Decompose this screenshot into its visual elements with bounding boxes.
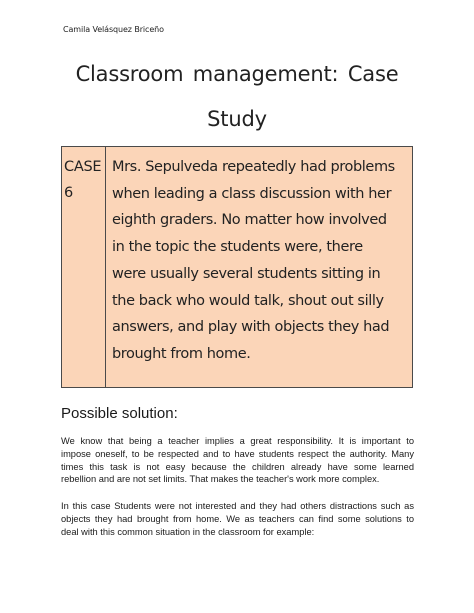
case-column-divider: [105, 146, 106, 388]
case-text-line: Mrs. Sepulveda repeatedly had problems: [112, 159, 395, 175]
paragraph-line: times this task is not easy because the children already have some learned: [61, 461, 414, 472]
case-text-line: when leading a class discussion with her: [112, 185, 392, 202]
solution-paragraph-2: [61, 500, 414, 538]
page-title-line-2: Study: [207, 107, 267, 131]
paragraph-line: rebellion and are not set limits. That makes the teacher's work more complex.: [61, 474, 380, 485]
page-title-line-1: Classroom management: Case: [75, 62, 399, 86]
paragraph-line: deal with this common situation in the classroom for example:: [61, 526, 315, 537]
case-text-line: were usually several students sitting in: [112, 265, 381, 282]
solution-heading: Possible solution:: [61, 405, 178, 422]
paragraph-line: We know that being a teacher implies a great responsibility. It is important to: [61, 436, 414, 446]
case-text-line: in the topic the students were, there: [112, 239, 363, 256]
case-text-line: eighth graders. No matter how involved: [112, 212, 387, 229]
solution-paragraph-1: [61, 435, 414, 486]
case-label: [64, 154, 104, 206]
paragraph-line: In this case Students were not interested and they had others distractions such as: [61, 501, 414, 511]
case-text-line: answers, and play with objects they had: [112, 319, 390, 336]
case-label-word: CASE: [64, 159, 102, 175]
case-description: [112, 154, 412, 368]
case-text-line: the back who would talk, shout out silly: [112, 292, 384, 309]
paragraph-line: objects they had brought from home. We as teachers can find some solutions to: [61, 513, 414, 524]
author-name: Camila Velásquez Briceño: [63, 25, 164, 34]
case-text-line: brought from home.: [112, 345, 251, 362]
paragraph-line: impose oneself, to be respected and to have students respect the authority. Many: [61, 448, 414, 459]
case-label-number: 6: [64, 185, 73, 201]
